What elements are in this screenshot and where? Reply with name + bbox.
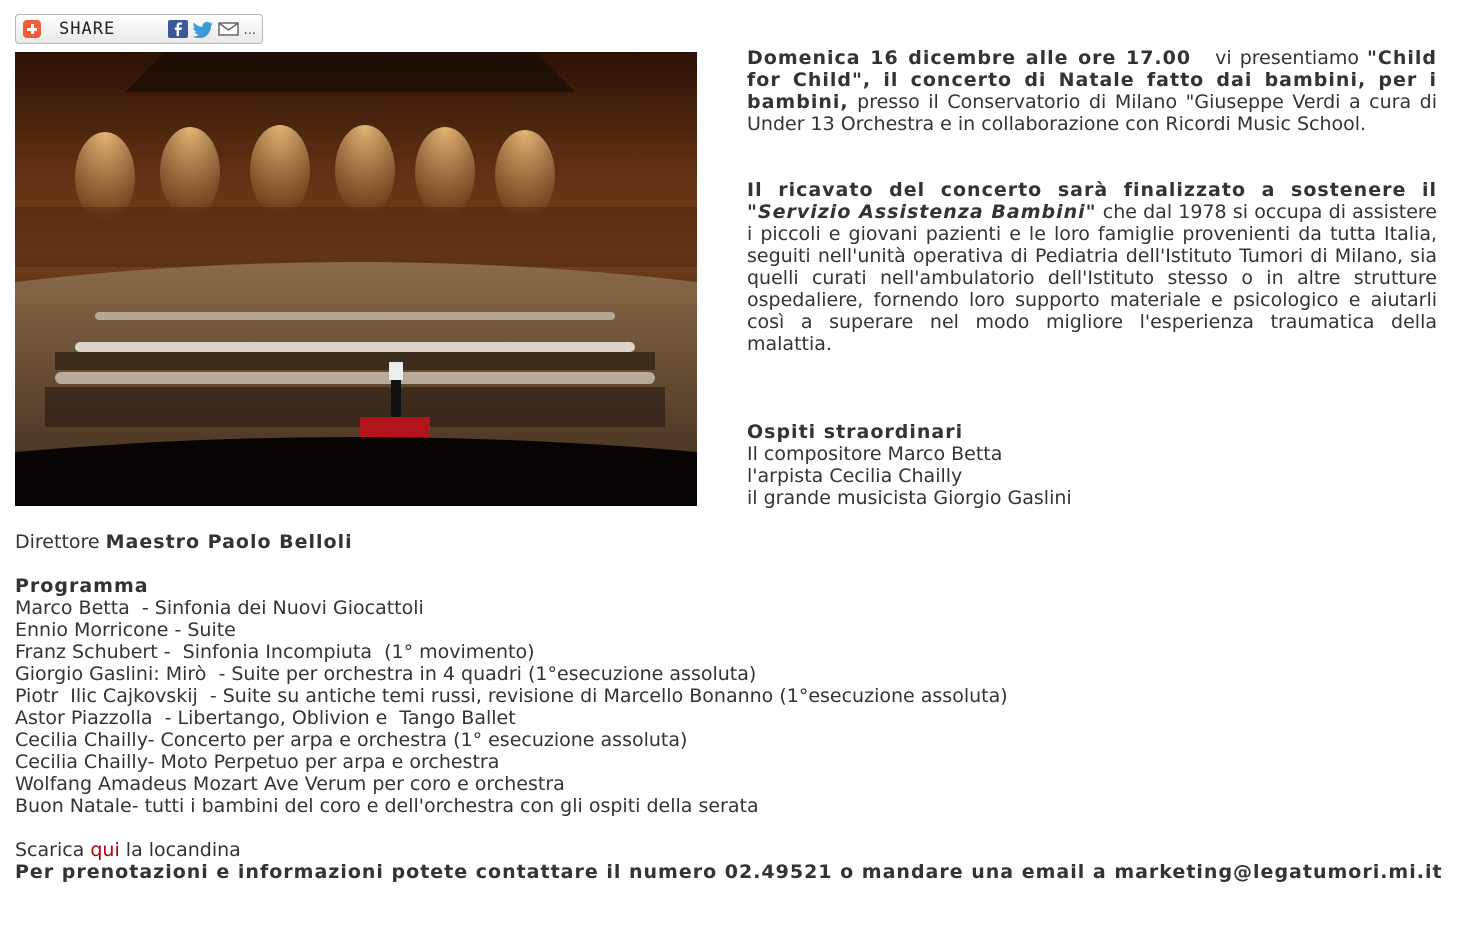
intro-paragraph [747, 47, 1437, 135]
director-line [15, 531, 1445, 553]
facebook-icon[interactable] [168, 20, 188, 38]
service-name: Servizio Assistenza Bambini [757, 201, 1086, 223]
program-item: Cecilia Chailly- Concerto per arpa e orchestra (1° esecuzione assoluta) [15, 729, 688, 751]
program-item: Wolfang Amadeus Mozart Ave Verum per coro e orchestra [15, 773, 565, 795]
program-item: Cecilia Chailly- Moto Perpetuo per arpa e orchestra [15, 751, 500, 773]
quote-open: " [747, 201, 758, 223]
program-item: Marco Betta - Sinfonia dei Nuovi Giocattoli [15, 597, 424, 619]
director-name: Maestro Paolo Belloli [105, 531, 353, 553]
purpose-paragraph [747, 179, 1437, 355]
quote-close: " [1085, 201, 1097, 223]
director-label: Direttore [15, 531, 106, 553]
email-icon[interactable] [218, 20, 240, 38]
program-item: Piotr Ilic Cajkovskij - Suite su antiche temi russi, revisione di Marcello Bonanno (1°esecuzione assoluta) [15, 685, 1008, 707]
intro-text-1: vi presentiamo [1191, 47, 1367, 69]
guest-item: il grande musicista Giorgio Gaslini [747, 487, 1072, 509]
twitter-icon[interactable] [192, 20, 214, 38]
more-share-options[interactable]: ... [243, 23, 256, 38]
program-item: Franz Schubert - Sinfonia Incompiuta (1° movimento) [15, 641, 535, 663]
download-text-after: la locandina [119, 839, 241, 861]
share-label: SHARE [59, 19, 116, 39]
program-item: Astor Piazzolla - Libertango, Oblivion e Tango Ballet [15, 707, 516, 729]
share-button[interactable] [15, 14, 263, 44]
download-line [15, 839, 1445, 861]
program-item: Buon Natale- tutti i bambini del coro e dell'orchestra con gli ospiti della serata [15, 795, 759, 817]
guest-item: Il compositore Marco Betta [747, 443, 1003, 465]
download-link[interactable]: qui [90, 839, 120, 861]
addthis-plus-icon [23, 20, 41, 38]
program-item: Giorgio Gaslini: Mirò - Suite per orchestra in 4 quadri (1°esecuzione assoluta) [15, 663, 757, 685]
guest-item: l'arpista Cecilia Chailly [747, 465, 963, 487]
orchestra-photo [15, 52, 697, 506]
concert-title: "Child for Child", il concerto di Natale fatto dai bambini, per i bambini, [747, 47, 1437, 113]
concert-date: Domenica 16 dicembre alle ore 17.00 [747, 47, 1192, 69]
guests-heading: Ospiti straordinari [747, 421, 964, 443]
program-heading: Programma [15, 575, 149, 597]
contact-line: Per prenotazioni e informazioni potete contattare il numero 02.49521 o mandare una email a marketing@legatumori.mi.it [15, 861, 1443, 883]
purpose-heading: Il ricavato del concerto sarà finalizzato a sostenere il [747, 179, 1437, 201]
purpose-text: che dal 1978 si occupa di assistere i piccoli e giovani pazienti e le loro famiglie provenienti da tutta Italia, seguiti nell'unità operativa di Pediatria dell'Istituto Tumori di Milano, sia quelli curati nell'ambulatorio dell'Istituto stesso o in altre strutture ospedaliere, fornendo loro supporto materiale e psicologico e aiutarli così a superare nel modo migliore l'esperienza traumatica della malattia. [747, 201, 1437, 355]
program-item: Ennio Morricone - Suite [15, 619, 236, 641]
guests-section [747, 421, 1437, 509]
intro-text-2: presso il Conservatorio di Milano "Giuseppe Verdi a cura di Under 13 Orchestra e in collaborazione con Ricordi Music School. [747, 91, 1437, 135]
download-text: Scarica [15, 839, 91, 861]
